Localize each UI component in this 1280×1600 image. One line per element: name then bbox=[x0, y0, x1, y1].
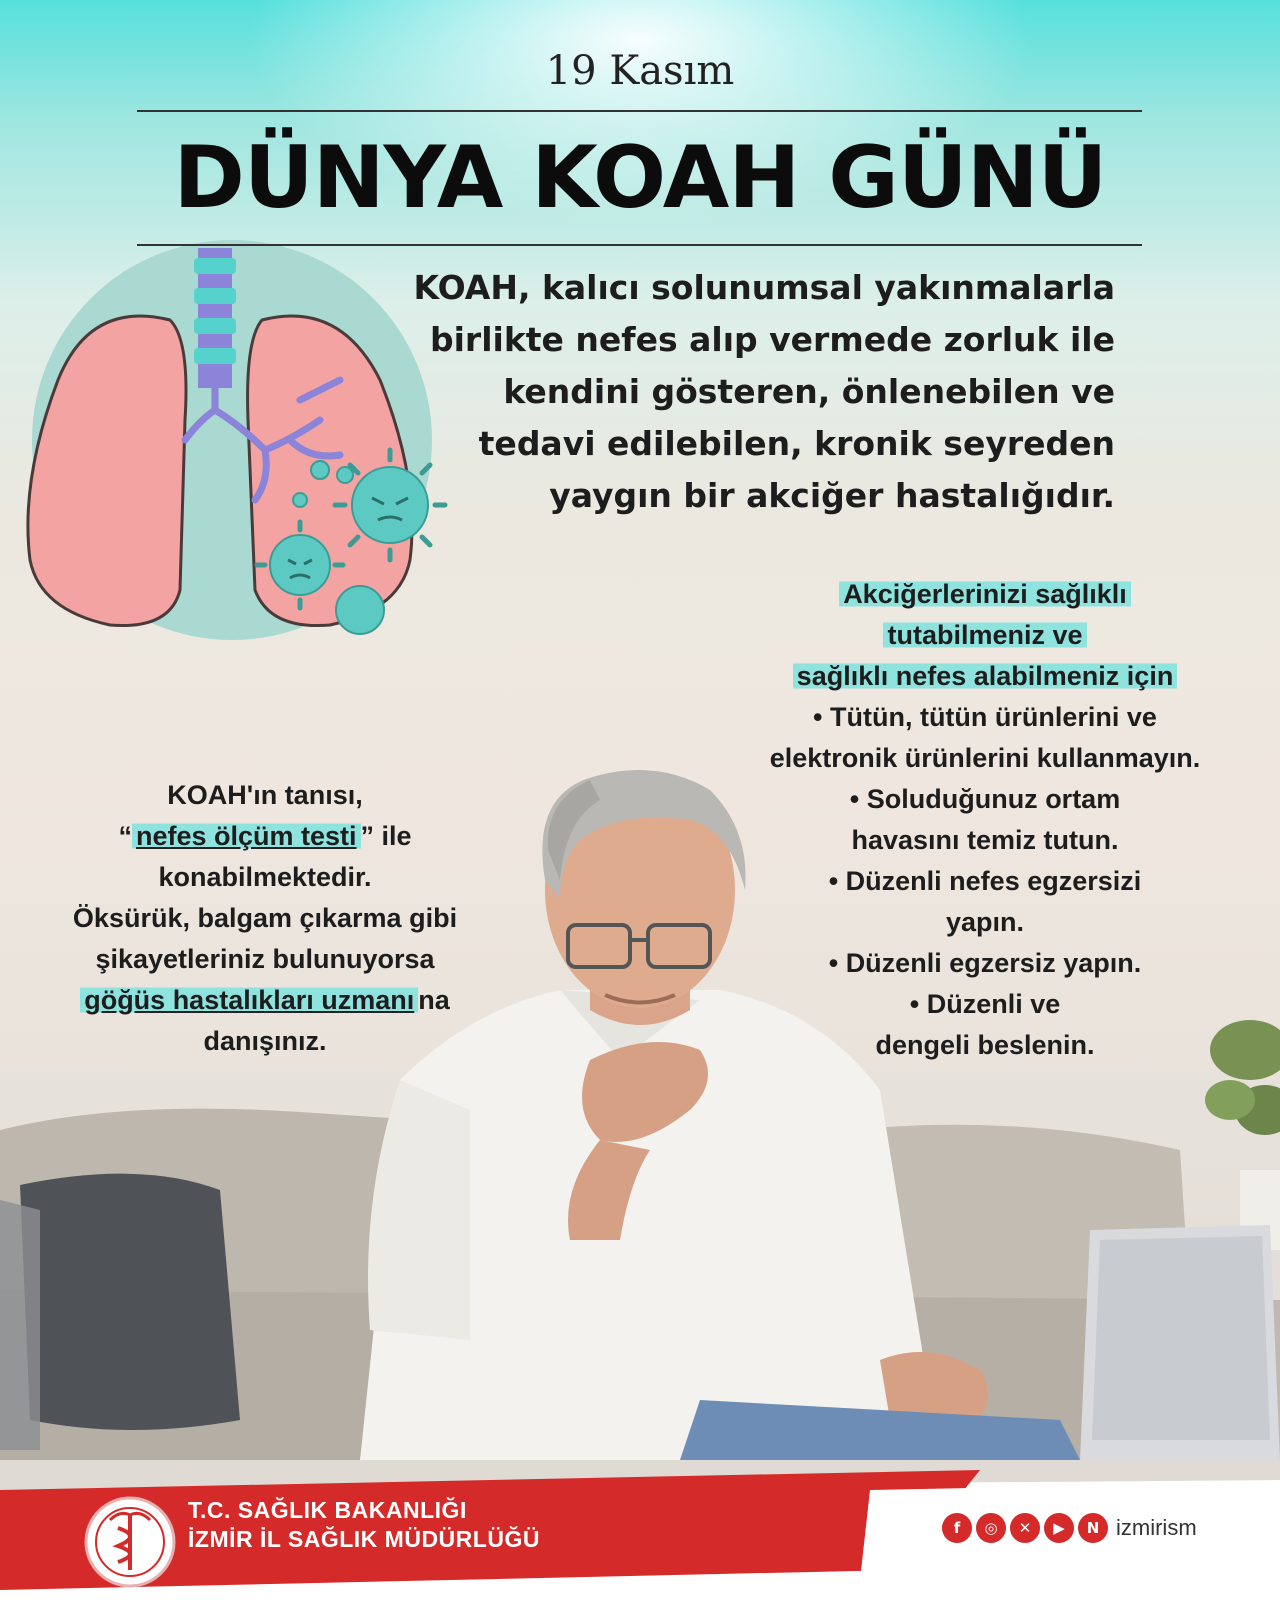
event-date: 19 Kasım bbox=[545, 48, 735, 94]
diagnosis-line: konabilmektedir. bbox=[158, 862, 372, 892]
quote-open: “ bbox=[118, 821, 132, 851]
advice-item: • Tütün, tütün ürünlerini ve bbox=[813, 702, 1157, 732]
diagnosis-line: KOAH'ın tanısı, bbox=[167, 780, 363, 810]
directorate-line: İZMİR İL SAĞLIK MÜDÜRLÜĞÜ bbox=[188, 1526, 540, 1552]
advice-highlight: Akciğerlerinizi sağlıklı bbox=[839, 579, 1131, 609]
advice-list bbox=[735, 574, 1235, 1066]
advice-item: • Soluduğunuz ortam bbox=[849, 784, 1121, 814]
ministry-logo-icon bbox=[86, 1498, 174, 1586]
title-rule-bottom bbox=[137, 244, 1142, 246]
definition-line: yaygın bir akciğer hastalığıdır. bbox=[549, 476, 1115, 515]
advice-item: • Düzenli nefes egzersizi bbox=[828, 866, 1142, 896]
advice-highlight: sağlıklı nefes alabilmeniz için bbox=[793, 661, 1178, 691]
x-icon[interactable]: ✕ bbox=[1010, 1513, 1040, 1543]
definition-text bbox=[295, 262, 1115, 522]
ministry-name bbox=[188, 1496, 540, 1554]
diagnosis-line: danışınız. bbox=[203, 1026, 327, 1056]
advice-item: elektronik ürünlerini kullanmayın. bbox=[769, 743, 1201, 773]
advice-item: yapın. bbox=[945, 907, 1025, 937]
test-name-highlight: nefes ölçüm testi bbox=[132, 821, 361, 851]
youtube-icon[interactable]: ▶ bbox=[1044, 1513, 1074, 1543]
social-links bbox=[942, 1510, 1197, 1546]
ministry-line: T.C. SAĞLIK BAKANLIĞI bbox=[188, 1497, 467, 1523]
facebook-icon[interactable]: f bbox=[942, 1513, 972, 1543]
specialist-highlight: göğüs hastalıkları uzmanı bbox=[80, 985, 418, 1015]
specialist-suffix: na bbox=[418, 985, 450, 1015]
instagram-icon[interactable]: ◎ bbox=[976, 1513, 1006, 1543]
advice-item: dengeli beslenin. bbox=[875, 1030, 1095, 1060]
advice-item: • Düzenli egzersiz yapın. bbox=[828, 948, 1142, 978]
diagnosis-text bbox=[60, 775, 470, 1062]
page-title: DÜNYA KOAH GÜNÜ bbox=[173, 128, 1107, 228]
title-rule-top bbox=[137, 110, 1142, 112]
definition-line: birlikte nefes alıp vermede zorluk ile bbox=[430, 320, 1115, 359]
advice-highlight: tutabilmeniz ve bbox=[883, 620, 1086, 650]
social-handle[interactable]: izmirism bbox=[1116, 1515, 1197, 1540]
definition-line: tedavi edilebilen, kronik seyreden bbox=[478, 424, 1115, 463]
quote-close: ” ile bbox=[360, 821, 412, 851]
nsosyal-icon[interactable]: N bbox=[1078, 1513, 1108, 1543]
definition-line: kendini gösteren, önlenebilen ve bbox=[503, 372, 1115, 411]
cushion bbox=[20, 1174, 240, 1430]
advice-item: havasını temiz tutun. bbox=[851, 825, 1119, 855]
advice-item: • Düzenli ve bbox=[909, 989, 1061, 1019]
diagnosis-line: şikayetleriniz bulunuyorsa bbox=[95, 944, 435, 974]
definition-line: KOAH, kalıcı solunumsal yakınmalarla bbox=[413, 268, 1115, 307]
diagnosis-line: Öksürük, balgam çıkarma gibi bbox=[72, 903, 458, 933]
